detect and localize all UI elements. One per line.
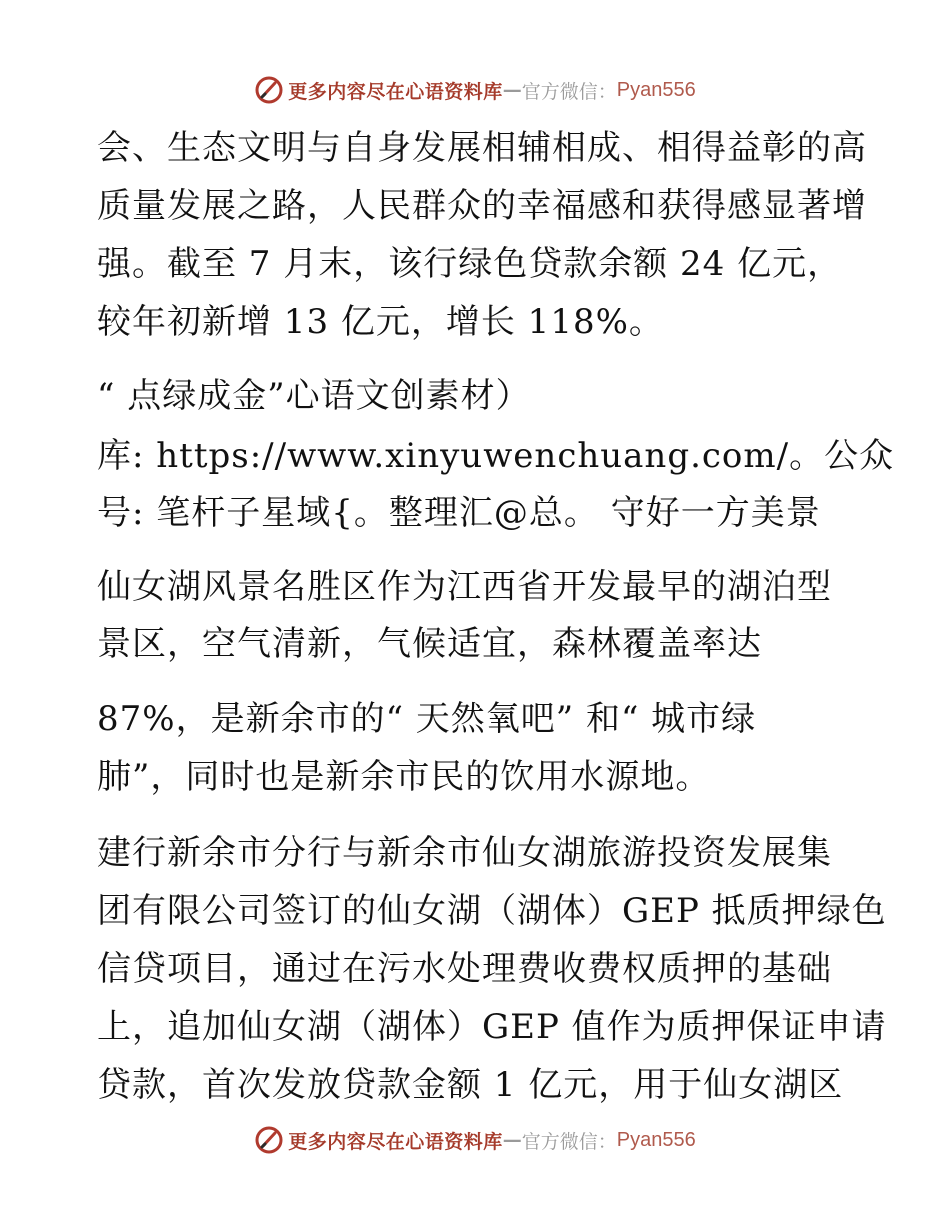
logo-icon: [254, 1125, 284, 1155]
text-line: 肺”，同时也是新余市民的饮用水源地。: [97, 757, 711, 797]
banner-separator: —: [502, 79, 522, 101]
logo-icon: [254, 75, 284, 105]
banner-wechat-id: Pyan556: [616, 78, 696, 101]
text-line: 87%，是新余市的“ 天然氧吧” 和“ 城市绿: [97, 699, 757, 739]
text-line: 上，追加仙女湖（湖体）GEP 值作为质押保证申请: [97, 1007, 887, 1047]
text-line: 信贷项目，通过在污水处理费收费权质押的基础: [97, 949, 832, 989]
text-line: 库: https://www.xinyuwenchuang.com/。公众: [97, 436, 895, 476]
banner-separator: —: [502, 1129, 522, 1151]
banner-main-text: 更多内容尽在心语资料库: [288, 80, 503, 103]
text-line: 会、生态文明与自身发展相辅相成、相得益彰的高: [97, 128, 867, 168]
text-line: 强。截至 7 月末，该行绿色贷款余额 24 亿元，: [97, 244, 843, 284]
footer-banner: [0, 1120, 950, 1160]
header-banner: [0, 70, 950, 110]
text-line: 建行新余市分行与新余市仙女湖旅游投资发展集: [97, 833, 832, 873]
text-line: 景区，空气清新，气候适宜，森林覆盖率达: [97, 624, 762, 664]
text-line: 团有限公司签订的仙女湖（湖体）GEP 抵质押绿色: [97, 891, 887, 931]
text-line: 质量发展之路，人民群众的幸福感和获得感显著增: [97, 186, 867, 226]
banner-official-label: 官方微信：: [521, 1130, 617, 1153]
text-line: “ 点绿成金”心语文创素材）: [97, 376, 531, 416]
text-line: 仙女湖风景名胜区作为江西省开发最早的湖泊型: [97, 567, 832, 607]
text-line: 贷款，首次发放贷款金额 1 亿元，用于仙女湖区: [97, 1065, 844, 1105]
text-line: 较年初新增 13 亿元，增长 118%。: [97, 302, 664, 342]
banner-official-label: 官方微信：: [521, 80, 617, 103]
text-line: 号: 笔杆子星域{。整理汇@总。 守好一方美景: [97, 493, 821, 533]
banner-wechat-id: Pyan556: [616, 1128, 696, 1151]
banner-main-text: 更多内容尽在心语资料库: [288, 1130, 503, 1153]
